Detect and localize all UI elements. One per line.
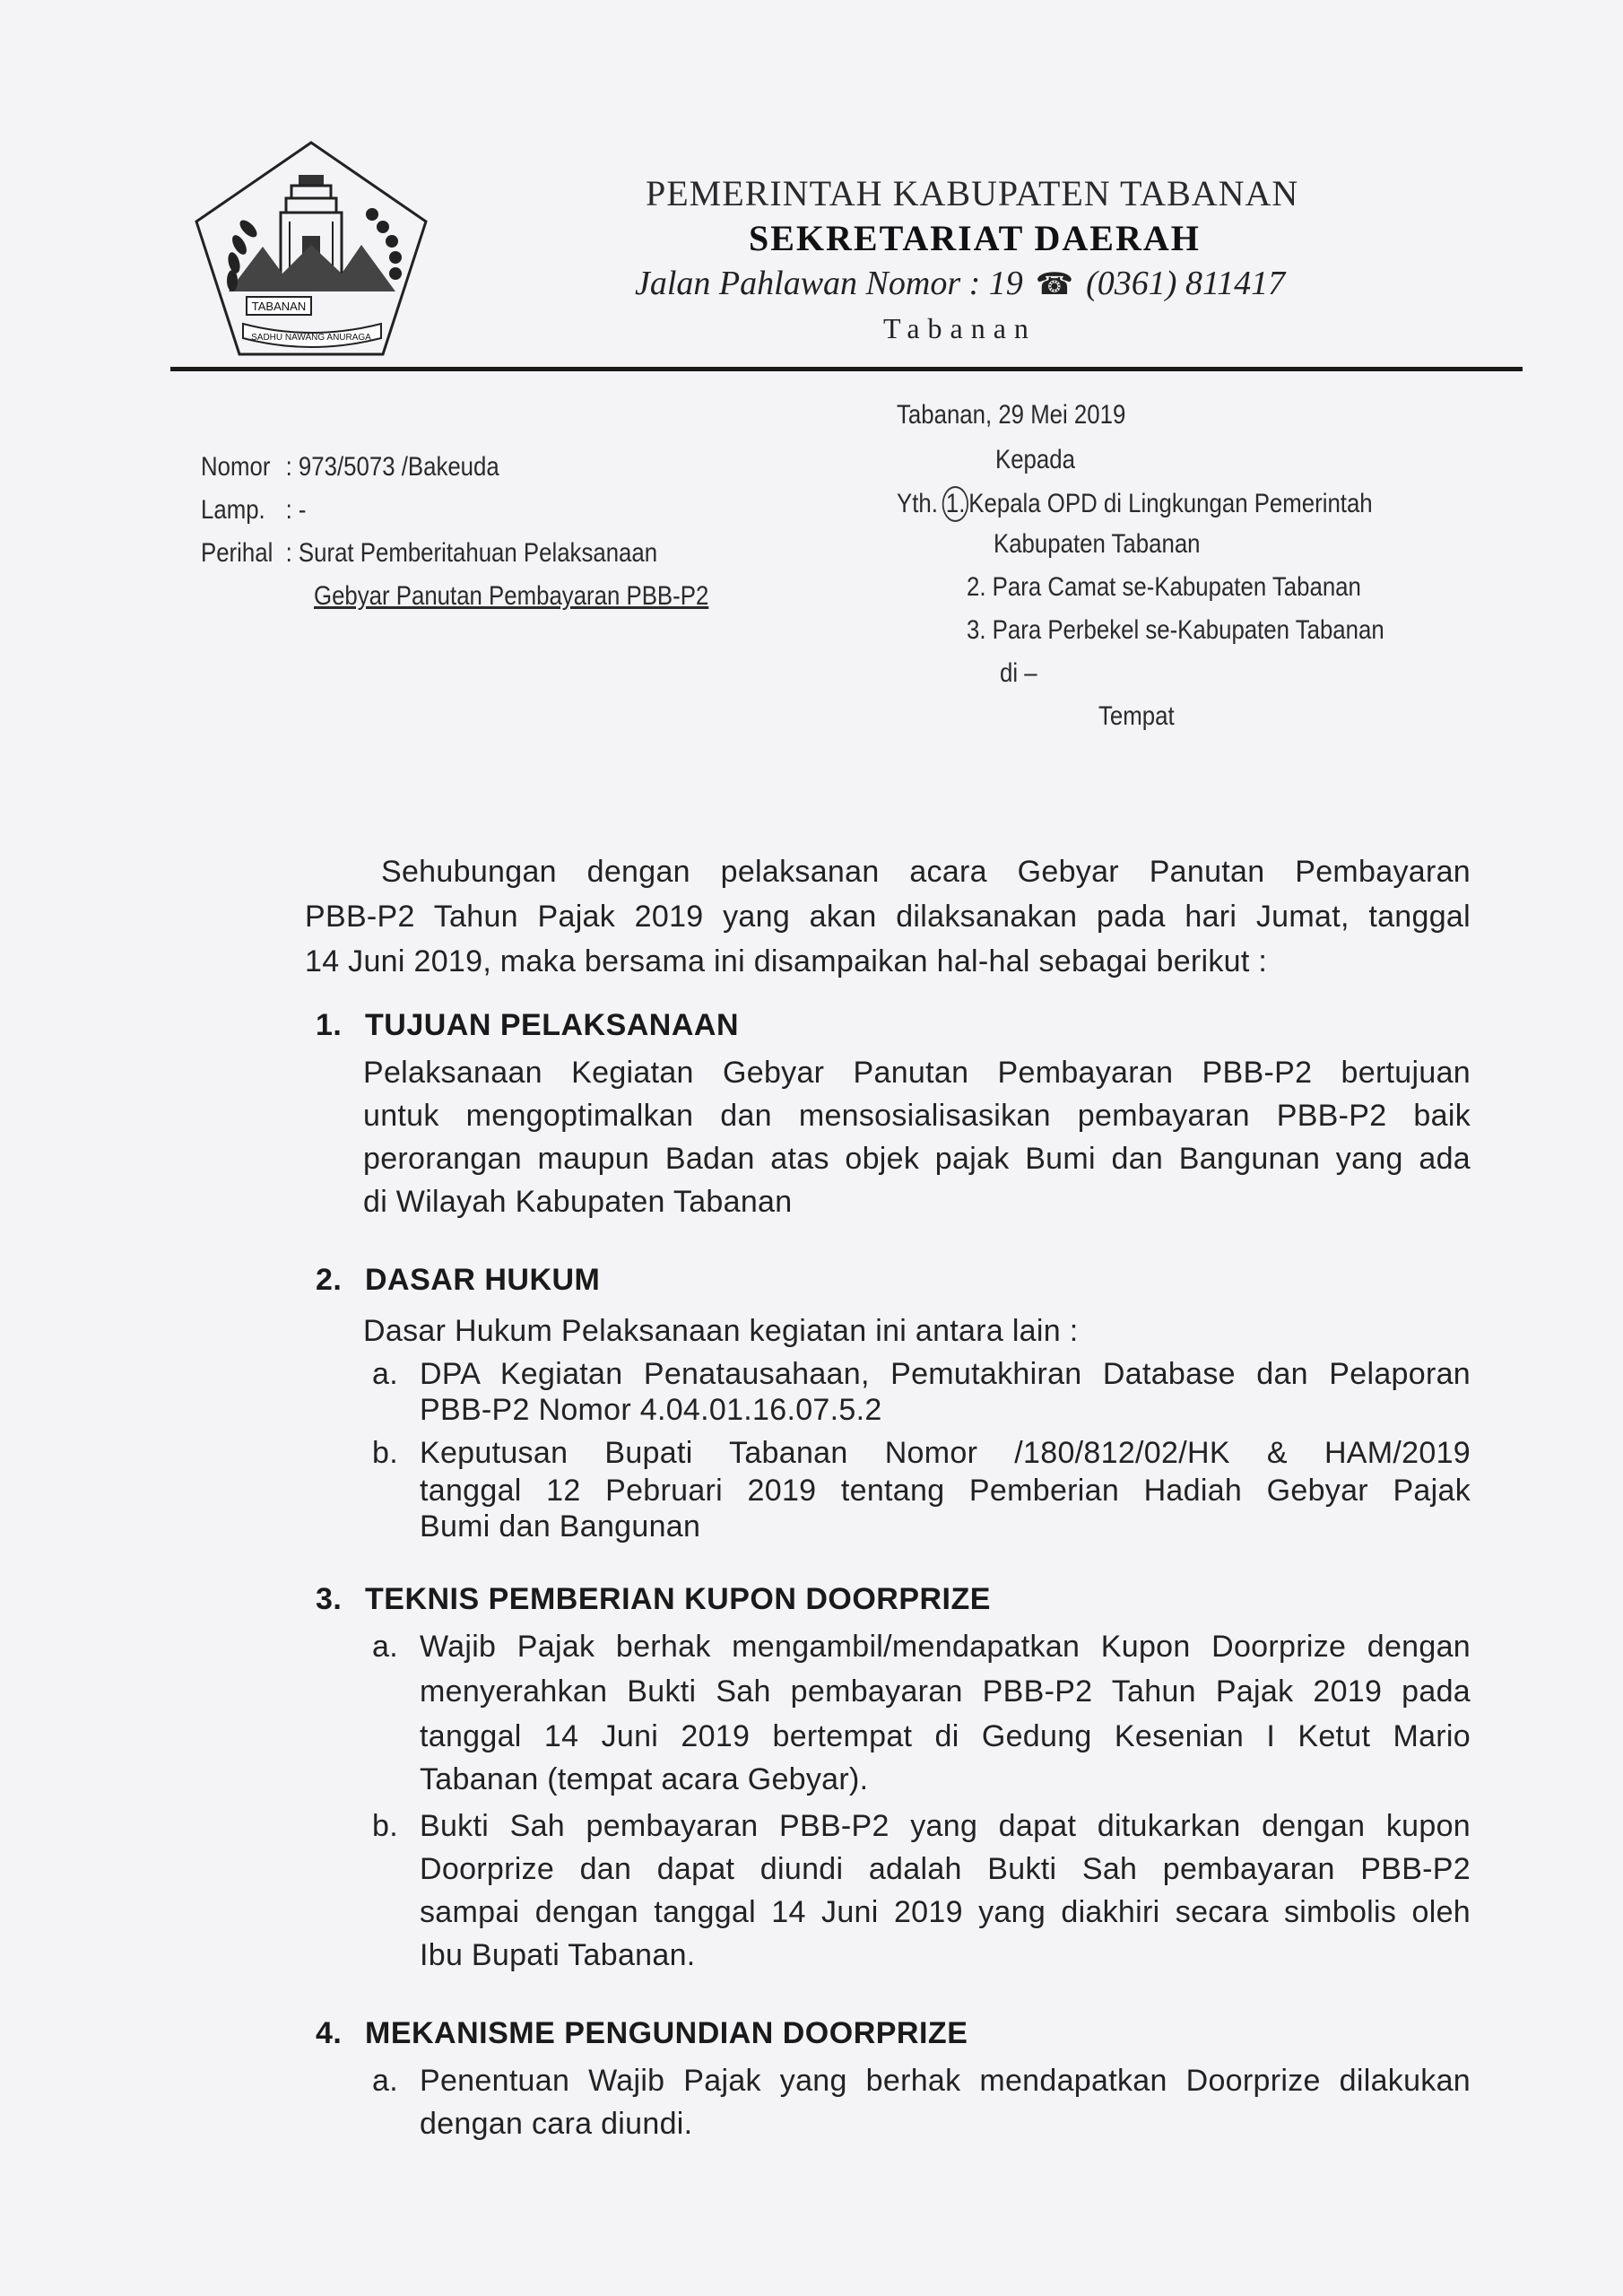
list-marker: a.	[372, 2064, 398, 2098]
section-intro: Dasar Hukum Pelaksanaan kegiatan ini antara lain :	[363, 1314, 1079, 1348]
circled-number: 1.	[942, 486, 968, 522]
di-label: di –	[1000, 658, 1037, 688]
perihal-subject: Gebyar Panutan Pembayaran PBB-P2	[314, 581, 709, 611]
list-marker: b.	[372, 1809, 398, 1843]
letterhead-city: Tabanan	[883, 312, 1037, 344]
list-item-line: tanggal 14 Juni 2019 bertempat di Gedung Kesenian I Ketut Mario	[420, 1719, 1471, 1753]
tempat-label: Tempat	[1098, 701, 1175, 731]
recipient-1-text: Kepala OPD di Lingkungan Pemerintah	[968, 489, 1373, 518]
perihal-label: Perihal	[201, 538, 273, 568]
section-number: 4.	[316, 2016, 343, 2050]
lamp-row	[201, 495, 307, 526]
list-item-line: Doorprize dan dapat diundi adalah Bukti Sah pembayaran PBB-P2	[420, 1852, 1471, 1886]
list-item-line: Wajib Pajak berhak mengambil/mendapatkan Kupon Doorprize dengan	[420, 1630, 1471, 1664]
recipient-1-continued: Kabupaten Tabanan	[994, 529, 1201, 559]
list-item-line: tanggal 12 Pebruari 2019 tentang Pemberian Hadiah Gebyar Pajak	[420, 1474, 1471, 1508]
list-item-line: DPA Kegiatan Penatausahaan, Pemutakhiran Database dan Pelaporan	[420, 1357, 1471, 1391]
list-marker: b.	[372, 1436, 398, 1470]
section-number: 2.	[316, 1263, 343, 1297]
intro-line-2: PBB-P2 Tahun Pajak 2019 yang akan dilaksanakan pada hari Jumat, tanggal	[305, 900, 1471, 934]
perihal-value: : Surat Pemberitahuan Pelaksanaan	[285, 538, 658, 568]
list-item-line: Bukti Sah pembayaran PBB-P2 yang dapat ditukarkan dengan kupon	[420, 1809, 1471, 1843]
nomor-label: Nomor	[201, 452, 271, 482]
list-item-line: Tabanan (tempat acara Gebyar).	[420, 1762, 869, 1796]
letterhead-government: PEMERINTAH KABUPATEN TABANAN	[646, 173, 1299, 213]
list-item-line: Ibu Bupati Tabanan.	[420, 1938, 696, 1972]
logo-motto-text: SADHU NAWANG ANURAGA	[251, 333, 371, 343]
letterhead-secretariat: SEKRETARIAT DAERAH	[749, 218, 1201, 258]
list-item-line: PBB-P2 Nomor 4.04.01.16.07.5.2	[420, 1393, 882, 1427]
section-heading	[316, 1263, 600, 1298]
section-heading	[316, 1008, 739, 1043]
yth-label: Yth.	[897, 489, 938, 518]
phone-number: (0361) 811417	[1086, 265, 1286, 302]
recipient-item-1	[897, 486, 1373, 522]
section-title: DASAR HUKUM	[365, 1263, 601, 1297]
letterhead-divider	[170, 367, 1523, 371]
list-marker: a.	[372, 1357, 398, 1391]
section-heading	[316, 1582, 991, 1617]
logo-ribbon-text: TABANAN	[251, 300, 307, 313]
recipient-item-2: 2. Para Camat se-Kabupaten Tabanan	[967, 572, 1361, 602]
list-item-line: menyerahkan Bukti Sah pembayaran PBB-P2 Tahun Pajak 2019 pada	[420, 1674, 1471, 1709]
intro-line-1: Sehubungan dengan pelaksanan acara Gebyar Panutan Pembayaran	[381, 855, 1471, 889]
paragraph-line: perorangan maupun Badan atas objek pajak Bumi dan Bangunan yang ada	[363, 1142, 1471, 1176]
tabanan-regency-emblem	[193, 139, 430, 359]
kepada-label: Kepada	[995, 445, 1075, 474]
paragraph-line: Pelaksanaan Kegiatan Gebyar Panutan Pembayaran PBB-P2 bertujuan	[363, 1056, 1471, 1090]
lamp-value: : -	[285, 495, 307, 525]
list-marker: a.	[372, 1630, 398, 1664]
section-title: MEKANISME PENGUNDIAN DOORPRIZE	[365, 2016, 968, 2050]
intro-line-3: 14 Juni 2019, maka bersama ini disampaikan hal-hal sebagai berikut :	[305, 944, 1268, 978]
section-number: 1.	[316, 1008, 343, 1042]
lamp-label: Lamp.	[201, 495, 265, 525]
list-item-line: Penentuan Wajib Pajak yang berhak mendapatkan Doorprize dilakukan	[420, 2064, 1471, 2098]
list-item-line: sampai dengan tanggal 14 Juni 2019 yang diakhiri secara simbolis oleh	[420, 1895, 1471, 1929]
perihal-row	[201, 538, 657, 569]
list-item-line: Keputusan Bupati Tabanan Nomor /180/812/02/HK & HAM/2019	[420, 1436, 1471, 1470]
recipient-item-3: 3. Para Perbekel se-Kabupaten Tabanan	[967, 615, 1384, 645]
paragraph-line: di Wilayah Kabupaten Tabanan	[363, 1185, 793, 1219]
address-text: Jalan Pahlawan Nomor : 19	[635, 265, 1023, 302]
section-number: 3.	[316, 1582, 343, 1616]
date-line: Tabanan, 29 Mei 2019	[897, 400, 1126, 430]
nomor-value: : 973/5073 /Bakeuda	[285, 452, 499, 482]
list-item-line: Bumi dan Bangunan	[420, 1509, 701, 1544]
letterhead-address	[635, 264, 1285, 303]
nomor-row	[201, 452, 499, 483]
telephone-icon: ☎	[1035, 268, 1074, 301]
list-item-line: dengan cara diundi.	[420, 2107, 693, 2141]
paragraph-line: untuk mengoptimalkan dan mensosialisasikan pembayaran PBB-P2 baik	[363, 1099, 1471, 1133]
section-title: TUJUAN PELAKSANAAN	[365, 1008, 740, 1042]
section-title: TEKNIS PEMBERIAN KUPON DOORPRIZE	[365, 1582, 991, 1616]
section-heading	[316, 2016, 968, 2051]
